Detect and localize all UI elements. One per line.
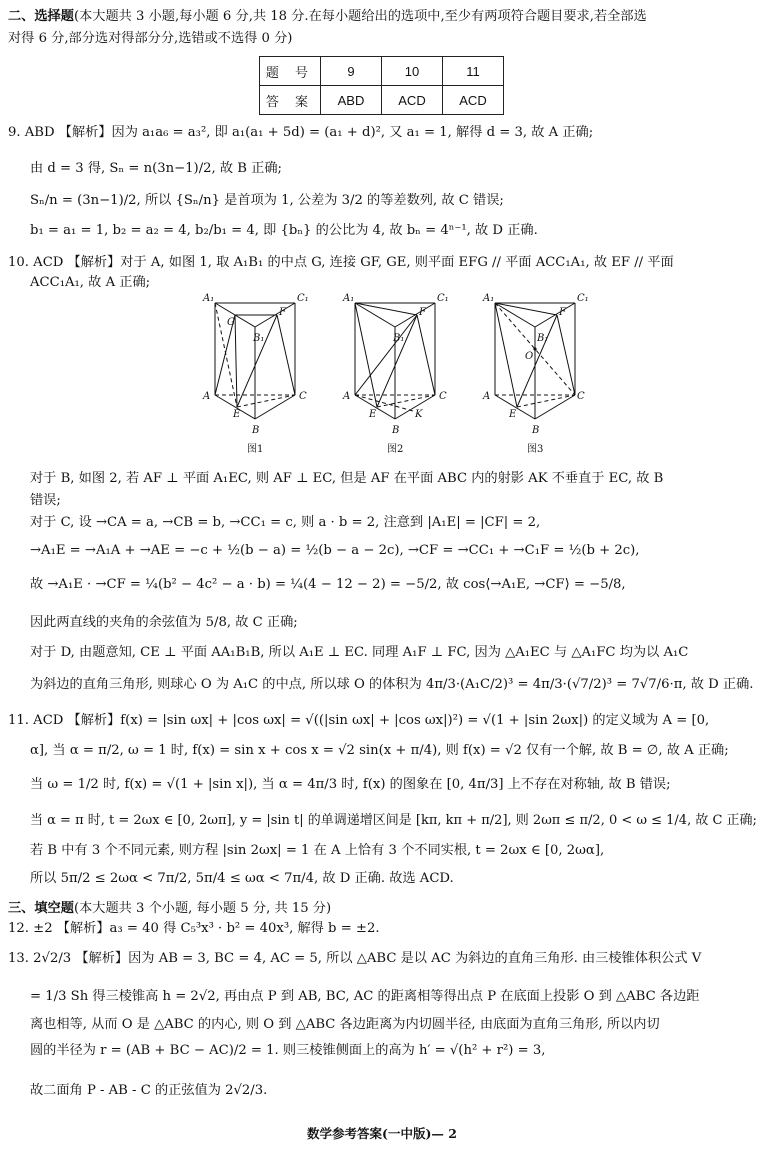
fig1-label-a1: A₁: [203, 293, 215, 304]
q10-d-line1: 对于 D, 由题意知, CE ⊥ 平面 AA₁B₁B, 所以 A₁E ⊥ EC. 同理 A₁F ⊥ FC, 因为 △A₁EC 与 △A₁FC 均为以 A₁C: [30, 645, 689, 660]
fig2-label-c: C: [439, 391, 447, 402]
fig3-caption: 图3: [527, 444, 544, 455]
q10-d-line2: 为斜边的直角三角形, 则球心 O 为 A₁C 的中点, 所以球 O 的体积为 4π/3·(A₁C/2)³ = 4π/3·(√7/2)³ = 7√7/6·π, 故 D 正确.: [30, 677, 754, 692]
fig2-label-a: A: [343, 391, 351, 402]
q11-line3: 当 ω = 1/2 时, f(x) = √(1 + |sin x|), 当 α = 4π/3 时, f(x) 的图象在 [0, 4π/3] 上不存在对称轴, 故 B 错误;: [30, 777, 671, 792]
q11-line4: 当 α = π 时, t = 2ωx ∈ [0, 2ωπ], y = |sin t| 的单调递增区间是 [kπ, kπ + π/2], 则 2ωπ ≤ π/2, 0 < ω ≤ 1/4, 故 C 正确;: [30, 813, 757, 828]
fig1-label-c1: C₁: [297, 293, 309, 304]
section2-heading: 二、选择题: [8, 9, 74, 24]
figure-3: [495, 303, 575, 419]
q10-c-line3: 故 →A₁E · →CF = ¼(b² − 4c² − a · b) = ¼(4 − 12 − 2) = −5/2, 故 cos⟨→A₁E, →CF⟩ = −5/8,: [30, 577, 626, 592]
answer-table-answer-label: 答 案: [260, 86, 321, 115]
q10-c-line1: 对于 C, 设 →CA = a, →CB = b, →CC₁ = c, 则 a · b = 2, 注意到 |A₁E| = |CF| = 2,: [30, 515, 541, 530]
fig2-label-f: F: [419, 307, 426, 318]
fig1-label-a: A: [203, 391, 211, 402]
q11-line2: α], 当 α = π/2, ω = 1 时, f(x) = sin x + cos x = √2 sin(x + π/4), 则 f(x) = √2 仅有一个解, 故 B = ∅, 故 A 正确;: [30, 743, 729, 758]
fig1-label-b1: B₁: [253, 333, 265, 344]
q11-line6: 所以 5π/2 ≤ 2ωα < 7π/2, 5π/4 ≤ ωα < 7π/4, 故 D 正确. 故选 ACD.: [30, 871, 454, 886]
q10-b-line1: 对于 B, 如图 2, 若 AF ⊥ 平面 A₁EC, 则 AF ⊥ EC, 但是 AF 在平面 ABC 内的射影 AK 不垂直于 EC, 故 B: [30, 471, 664, 486]
q10-line2: ACC₁A₁, 故 A 正确;: [30, 275, 151, 290]
fig2-label-c1: C₁: [437, 293, 449, 304]
q13-line3: 离也相等, 从而 O 是 △ABC 的内心, 则 O 到 △ABC 各边距离为内切圆半径, 由底面为直角三角形, 所以内切: [30, 1017, 660, 1032]
q10-c-line2: →A₁E = →A₁A + →AE = −c + ½(b − a) = ½(b − a − 2c), →CF = →CC₁ + →C₁F = ½(b + 2c),: [30, 543, 640, 558]
page-footer: 数学参考答案(一中版)— 2: [307, 1126, 457, 1141]
answer-table-answer: ACD: [382, 86, 443, 115]
q9-line1: 9. ABD 【解析】因为 a₁a₆ = a₃², 即 a₁(a₁ + 5d) = (a₁ + d)², 又 a₁ = 1, 解得 d = 3, 故 A 正确;: [8, 125, 594, 140]
q9-line2: 由 d = 3 得, Sₙ = n(3n−1)/2, 故 B 正确;: [30, 161, 282, 176]
q9-line4: b₁ = a₁ = 1, b₂ = a₂ = 4, b₂/b₁ = 4, 即 {bₙ} 的公比为 4, 故 bₙ = 4ⁿ⁻¹, 故 D 正确.: [30, 223, 538, 238]
answer-table-num: 9: [321, 57, 382, 86]
section2-instructions: (本大题共 3 小题,每小题 6 分,共 18 分.在每小题给出的选项中,至少有两项符合题目要求,若全部选: [73, 9, 647, 24]
fig3-label-e: E: [509, 409, 517, 420]
fig3-point-o: [533, 347, 536, 350]
answer-table-answer-row: [260, 86, 504, 115]
q13-line4: 圆的半径为 r = (AB + BC − AC)/2 = 1. 则三棱锥侧面上的高为 h′ = √(h² + r²) = 3,: [30, 1043, 546, 1058]
fig3-label-a1: A₁: [483, 293, 495, 304]
fig1-label-g: G: [227, 317, 235, 328]
section2-heading-line: [8, 8, 647, 26]
fig3-label-c1: C₁: [577, 293, 589, 304]
fig1-label-c: C: [299, 391, 307, 402]
q13-line1: 13. 2√2/3 【解析】因为 AB = 3, BC = 4, AC = 5, 所以 △ABC 是以 AC 为斜边的直角三角形. 由三棱锥体积公式 V: [8, 951, 702, 966]
fig3-label-b: B: [532, 425, 540, 436]
answer-table-header-label: 题 号: [260, 57, 321, 86]
fig2-label-k: K: [415, 409, 423, 420]
answer-table-header-row: [260, 57, 504, 86]
answer-table-answer: ABD: [321, 86, 382, 115]
q10-line1: 10. ACD 【解析】对于 A, 如图 1, 取 A₁B₁ 的中点 G, 连接 GF, GE, 则平面 EFG // 平面 ACC₁A₁, 故 EF // 平面: [8, 255, 674, 270]
answer-table: [259, 56, 504, 115]
answer-table-num: 11: [443, 57, 504, 86]
q10-b-line2: 错误;: [30, 493, 61, 508]
q9-line3: Sₙ/n = (3n−1)/2, 所以 {Sₙ/n} 是首项为 1, 公差为 3/2 的等差数列, 故 C 错误;: [30, 193, 504, 208]
section3-heading: 三、填空题: [8, 901, 74, 916]
fig1-caption: 图1: [247, 444, 264, 455]
q13-line2: = 1/3 Sh 得三棱锥高 h = 2√2, 再由点 P 到 AB, BC, AC 的距离相等得出点 P 在底面上投影 O 到 △ABC 各边距: [30, 989, 700, 1004]
q13-line5: 故二面角 P - AB - C 的正弦值为 2√2/3.: [30, 1083, 268, 1098]
q10-c-line4: 因此两直线的夹角的余弦值为 5/8, 故 C 正确;: [30, 615, 298, 630]
q12-line1: 12. ±2 【解析】a₃ = 40 得 C₅³x³ · b² = 40x³, 解得 b = ±2.: [8, 921, 380, 936]
fig1-label-e: E: [233, 409, 241, 420]
answer-table-num: 10: [382, 57, 443, 86]
answer-table-answer: ACD: [443, 86, 504, 115]
fig2-caption: 图2: [387, 444, 404, 455]
figure-2: [355, 303, 435, 419]
section2-instructions-cont: 对得 6 分,部分选对得部分分,选错或不选得 0 分): [8, 31, 293, 46]
q11-line1: 11. ACD 【解析】f(x) = |sin ωx| + |cos ωx| = √((|sin ωx| + |cos ωx|)²) = √(1 + |sin 2ωx|) 的定义域为 A = [0,: [8, 713, 710, 728]
fig3-label-o: O: [525, 351, 534, 362]
fig3-label-a: A: [483, 391, 491, 402]
fig2-label-a1: A₁: [343, 293, 355, 304]
fig3-label-b1: B₁: [537, 333, 549, 344]
prism-figures: [195, 287, 589, 467]
q11-line5: 若 B 中有 3 个不同元素, 则方程 |sin 2ωx| = 1 在 A 上恰有 3 个不同实根, t = 2ωx ∈ [0, 2ωα],: [30, 843, 605, 858]
fig2-label-b: B: [392, 425, 400, 436]
fig1-label-f: F: [279, 307, 286, 318]
fig3-label-c: C: [577, 391, 585, 402]
section3-heading-line: [8, 900, 331, 918]
fig2-label-b1: B₁: [393, 333, 405, 344]
section3-instructions: (本大题共 3 个小题, 每小题 5 分, 共 15 分): [73, 901, 332, 916]
fig2-label-e: E: [369, 409, 377, 420]
fig1-label-b: B: [252, 425, 260, 436]
fig3-label-f: F: [559, 307, 566, 318]
